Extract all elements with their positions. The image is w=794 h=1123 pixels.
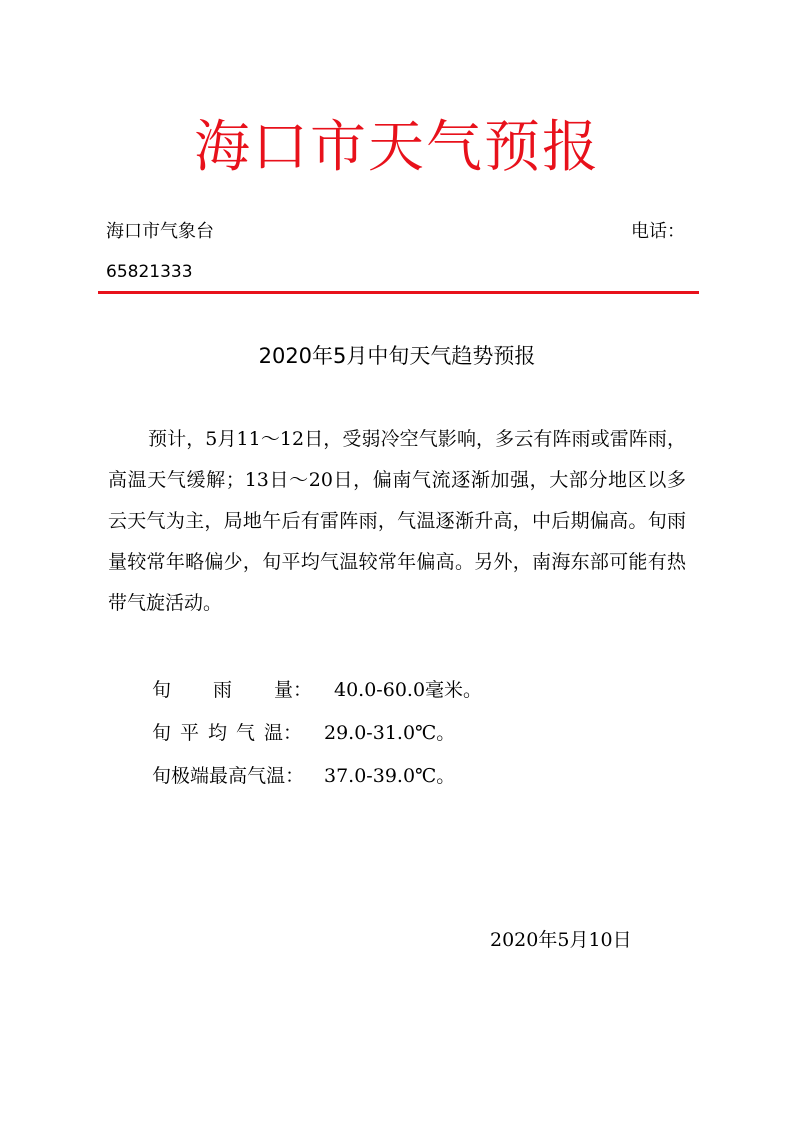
stat-label-char: 温： — [266, 765, 305, 787]
stat-rainfall — [152, 669, 672, 712]
stat-rainfall-label — [152, 669, 312, 712]
stat-label-char: 均 — [207, 722, 227, 744]
masthead-title: 海口市天气预报 — [194, 115, 600, 180]
issue-date: 2020年5月10日 — [490, 929, 632, 951]
phone-label: 电话： — [631, 221, 685, 242]
stat-label-char: 气 — [247, 765, 267, 787]
stat-rainfall-value: 40.0-60.0毫米。 — [334, 679, 483, 701]
stat-label-char: 雨 — [212, 679, 232, 701]
forecast-stats — [152, 669, 672, 798]
phone-number: 65821333 — [106, 262, 193, 282]
stat-max-temp-value: 37.0-39.0℃。 — [324, 765, 456, 787]
stat-mean-temp-value: 29.0-31.0℃。 — [324, 722, 456, 744]
stat-label-char: 量： — [273, 679, 312, 701]
stat-label-char: 气 — [235, 722, 255, 744]
issuer-name: 海口市气象台 — [106, 221, 214, 242]
stat-label-char: 高 — [228, 765, 248, 787]
stat-label-char: 最 — [209, 765, 229, 787]
stat-label-char: 平 — [179, 722, 199, 744]
stat-max-temp-label — [152, 755, 305, 798]
stat-label-char: 极 — [171, 765, 191, 787]
stat-label-char: 旬 — [152, 765, 172, 787]
stat-max-temp — [152, 755, 672, 798]
stat-label-char: 旬 — [152, 679, 172, 701]
forecast-body: 预计，5月11～12日，受弱冷空气影响，多云有阵雨或雷阵雨，高温天气缓解；13日～20日，偏南气流逐渐加强，大部分地区以多云天气为主，局地午后有雷阵雨，气温逐渐升高，中后期偏高。旬雨量较常年略偏少，旬平均气温较常年偏高。另外，南海东部可能有热带气旋活动。 — [108, 428, 686, 614]
document-title: 2020年5月中旬天气趋势预报 — [258, 344, 536, 368]
stat-label-char: 端 — [190, 765, 210, 787]
stat-label-char: 旬 — [152, 722, 172, 744]
stat-mean-temp — [152, 712, 672, 755]
stat-mean-temp-label — [152, 712, 302, 755]
red-divider — [98, 291, 699, 294]
stat-label-char: 温： — [263, 722, 302, 744]
